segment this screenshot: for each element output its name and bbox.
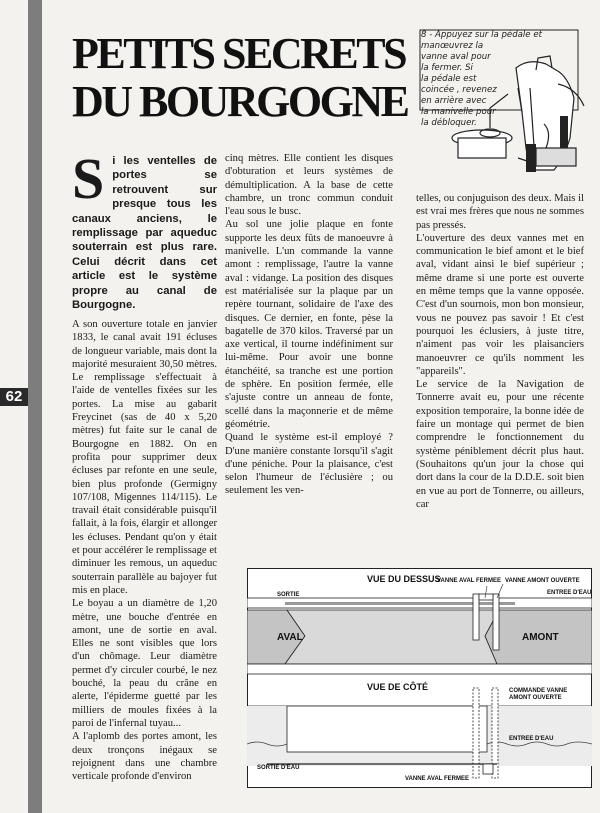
diagram-label-vanne-aval-fermee-side: VANNE AVAL FERMEE — [405, 776, 470, 782]
diagram-label-entree-deau: ENTREE D'EAU — [547, 590, 592, 596]
title-line-1: PETITS SECRETS — [72, 29, 406, 78]
caption-line: la débloquer. — [421, 118, 477, 128]
diagram-label-amont: AMONT — [522, 632, 559, 643]
paragraph: Le boyau a un diamètre de 1,20 mètre, une bouche d'entrée en amont, une de sortie en aval. Elles ne sont visibles que lors d'un chômage. Leur diamètre permet d'y circuler courbé, le nez bouché, la peau du crâne en alerte, l'épiderme guetté par les milliers de moules fixées à la paroi de l'infernal tuyau... — [72, 598, 217, 729]
diagram-side-view-title: VUE DE CÔTÉ — [367, 682, 429, 692]
caption-line: 8 - Appuyez sur la pédale et — [421, 30, 542, 40]
diagram-label-vanne-aval-fermee: VANNE AVAL FERMEE — [437, 578, 502, 584]
paragraph: Le service de la Navigation de Tonnerre avait eu, pour une récente exposition temporaire, la bonne idée de faire un montage qui permet de bien comprendre le fonctionnement du système péniblement décrit plus haut. (Souhaitons qu'un jour la chose qui dort dans la cour de la D.D.E. soit bien en vue au port de Tonnerre, ou ailleurs, car — [416, 379, 584, 510]
intro-text: i les ventelles de portes se retrouvent sur presque tous les canaux anciens, le remplissage par aqueduc souterrain est plus rare. Celui décrit dans cet article est le système propre au canal de Bourgogne. — [72, 155, 217, 312]
caption-line: la pédale est — [421, 74, 477, 84]
caption-line: manœuvrez la — [421, 41, 484, 51]
diagram-label-amont-ouverte: AMONT OUVERTE — [509, 695, 562, 701]
body-column-1 — [72, 318, 217, 783]
diagram-label-entree-deau-side: ENTREE D'EAU — [509, 736, 554, 742]
paragraph: L'ouverture des deux vannes met en communication le bief amont et le bief aval, vidant ainsi le bief supérieur ; même drame si une porte est ouverte en même temps que la vanne opposée. C'est d'un sournois, mon bon monsieur, vous ne pouvez pas savoir ! Et c'est pourquoi les éclusiers, à juste titre, n'aiment pas voir les plaisanciers manoeuvrer ce qu'ils nomment les "appareils". — [416, 232, 584, 377]
paragraph: A l'aplomb des portes amont, les deux tronçons inégaux se rejoignent dans une chambre verticale profonde d'environ — [72, 731, 217, 783]
diagram-label-aval: AVAL — [277, 632, 303, 643]
paragraph: Quand le système est-il employé ? D'une manière constante lorsqu'il s'agit d'une péniche. Pour la plaisance, c'est selon l'humeur de l'éclusière ; ou seulement les ven- — [225, 432, 393, 497]
body-column-3 — [416, 192, 584, 511]
diagram-top-view-title: VUE DU DESSUS — [367, 574, 441, 584]
page-sidebar-bar — [28, 0, 42, 813]
paragraph: cinq mètres. Elle contient les disques d'obturation et leurs systèmes de démultiplication. A la base de cette chambre, un tronc commun conduit l'eau sous le busc. — [225, 153, 393, 218]
diagram-label-sortie-deau: SORTIE D'EAU — [257, 765, 300, 771]
title-line-2: DU BOURGOGNE — [72, 77, 408, 126]
diagram-label-commande-vanne: COMMANDE VANNE — [509, 688, 568, 694]
article-intro — [72, 146, 217, 312]
article-title — [72, 30, 407, 126]
illustration-caption — [421, 30, 576, 128]
diagram-label-vanne-amont-ouverte: VANNE AMONT OUVERTE — [505, 578, 580, 584]
caption-line: coincée , revenez — [421, 85, 497, 95]
drop-cap: S — [72, 146, 105, 211]
caption-line: vanne aval pour — [421, 52, 491, 62]
lock-aqueduct-diagram — [247, 568, 592, 788]
paragraph: Au sol une jolie plaque en fonte supporte les deux fûts de manoeuvre à manivelle. L'un commande la vanne amont : remplissage, l'autre la vanne aval : vidange. La position des disques est matérialisée sur la plaque par un repère tournant, solidaire de l'axe des disques. Ce dernier, en fonte, pèse la bagatelle de 370 kilos. Traversé par un axe vertical, il tourne indéfiniment sur lui-même. Pour avoir une bonne étanchéité, sa tranche est une portion de sphère. En position fermée, elle s'ajuste contre un anneau de fonte, scellé dans la maçonnerie et de même géométrie. — [225, 219, 393, 430]
paragraph: telles, ou conjuguison des deux. Mais il est vrai mes frères que nous ne sommes pas pressés. — [416, 193, 584, 231]
diagram-label-sortie: SORTIE — [277, 592, 300, 598]
caption-line: la manivelle pour — [421, 107, 496, 117]
body-column-2 — [225, 152, 393, 498]
page-number: 62 — [0, 388, 28, 406]
caption-line: en arrière avec — [421, 96, 487, 106]
caption-line: la fermer. Si — [421, 63, 473, 73]
paragraph: A son ouverture totale en janvier 1833, le canal avait 191 écluses de longueur variable, mais dont la majorité mesuraient 30,50 mètres. Le remplissage s'effectuait à l'aide de ventelles fixées sur les portes. La mise au gabarit Freycinet (sas de 40 x 5,20 mètres) fut faite sur le canal de Bourgogne en 1882. On en profita pour supprimer deux écluses par refonte en une seule, bien plus profonde (Germigny 107/108, Migennes 114/115). Le travail était considérable puisqu'il fallait, à la fois, élargir et allonger les écluses. Pendant qu'on y était et pour accélérer le remplissage et diminuer les remous, un aqueduc souterrain parallèle au bajoyer fut mis en place. — [72, 319, 217, 596]
